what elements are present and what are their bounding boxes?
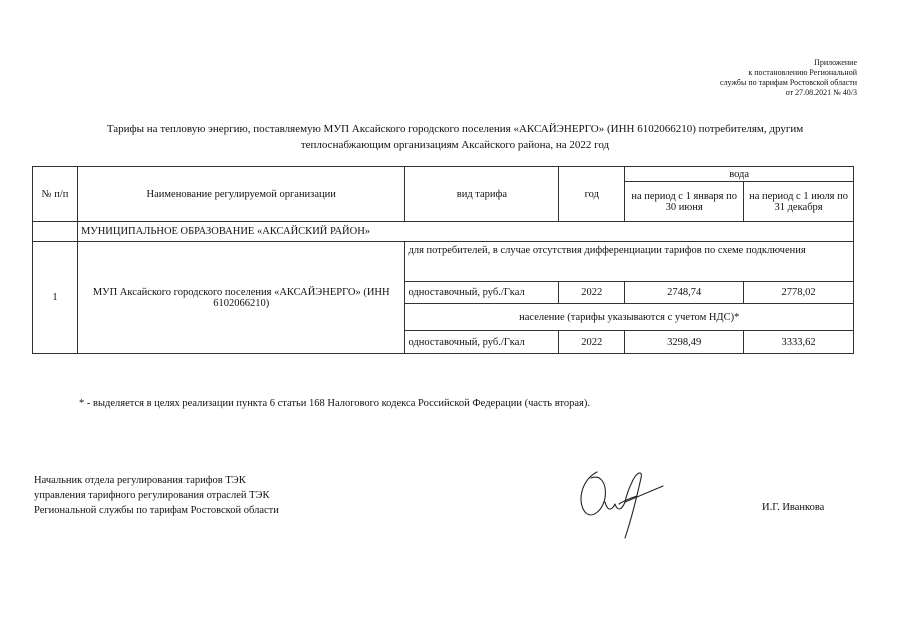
signer-line-3: Региональной службы по тарифам Ростовской области: [34, 505, 279, 516]
appendix-line-2: к постановлению Региональной: [748, 68, 857, 77]
footnote: * - выделяется в целях реализации пункта 6 статьи 168 Налогового кодекса Российской Федерации (часть вторая).: [79, 398, 590, 409]
section-label-2: население (тарифы указываются с учетом НДС)*: [405, 304, 854, 331]
appendix-line-4: от 27.08.2021 № 40/3: [785, 88, 857, 97]
document-title: [60, 121, 850, 153]
signer-line-1: Начальник отдела регулирования тарифов ТЭК: [34, 475, 246, 486]
signer-name: И.Г. Иванкова: [762, 502, 825, 513]
signer-line-2: управления тарифного регулирования отраслей ТЭК: [34, 490, 270, 501]
signer-block: [34, 473, 279, 518]
header-water: вода: [625, 167, 854, 182]
tariff-type-cell: одноставочный, руб./Гкал: [405, 282, 559, 304]
section-label-1: для потребителей, в случае отсутствия дифференциации тарифов по схеме подключения: [405, 242, 854, 282]
section-row-1: [33, 242, 854, 282]
handwritten-signature: [575, 462, 670, 547]
header-year: год: [559, 167, 625, 222]
title-line-2: теплоснабжающим организациям Аксайского района, на 2022 год: [300, 139, 610, 151]
tariff-table: [32, 166, 854, 354]
appendix-line-3: службы по тарифам Ростовской области: [720, 78, 857, 87]
period-1-value: 3298,49: [625, 331, 744, 354]
municipality-empty-cell: [33, 222, 78, 242]
municipality-row: [33, 222, 854, 242]
year-cell: 2022: [559, 331, 625, 354]
header-org: Наименование регулируемой организации: [77, 167, 405, 222]
header-period-1: на период с 1 января по 30 июня: [625, 182, 744, 222]
table-header-row: [33, 167, 854, 182]
tariff-type-cell: одноставочный, руб./Гкал: [405, 331, 559, 354]
row-number: 1: [33, 242, 78, 354]
header-period-2: на период с 1 июля по 31 декабря: [744, 182, 854, 222]
municipality-name: МУНИЦИПАЛЬНОЕ ОБРАЗОВАНИЕ «АКСАЙСКИЙ РАЙОН»: [77, 222, 853, 242]
header-tariff-type: вид тарифа: [405, 167, 559, 222]
appendix-block: [720, 58, 857, 98]
title-line-1: Тарифы на тепловую энергию, поставляемую МУП Аксайского городского поселения «АКСАЙЭНЕРГО» (ИНН 6102066210) потребителям, другим: [106, 123, 804, 135]
appendix-line-1: Приложение: [814, 58, 857, 67]
period-2-value: 2778,02: [744, 282, 854, 304]
period-2-value: 3333,62: [744, 331, 854, 354]
header-num: № п/п: [33, 167, 78, 222]
year-cell: 2022: [559, 282, 625, 304]
period-1-value: 2748,74: [625, 282, 744, 304]
organization-name: МУП Аксайского городского поселения «АКСАЙЭНЕРГО» (ИНН 6102066210): [77, 242, 405, 354]
